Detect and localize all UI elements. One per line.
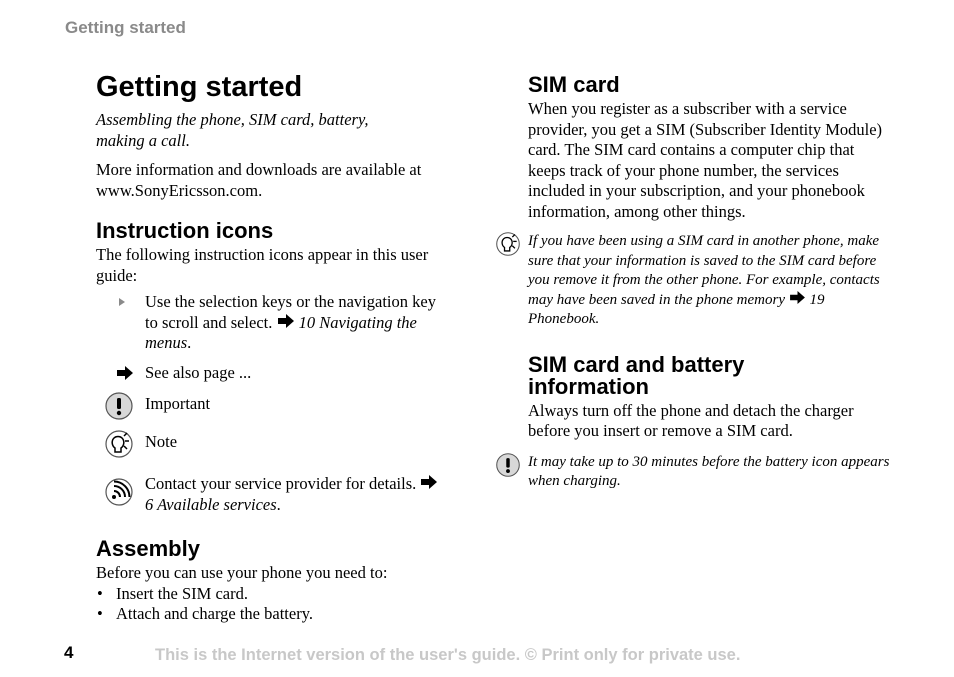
instruction-item bbox=[96, 474, 450, 515]
assembly-lead: Before you can use your phone you need to: bbox=[96, 563, 388, 582]
battery-note bbox=[528, 453, 890, 492]
instruction-item-ref[interactable]: 10 Navigating the menus bbox=[145, 312, 417, 352]
important-icon bbox=[495, 452, 521, 478]
running-header: Getting started bbox=[65, 18, 186, 37]
list-item: • Insert the SIM card. bbox=[96, 584, 456, 605]
instruction-icons-lead: The following instruction icons appear in this user guide: bbox=[96, 245, 429, 285]
page-title: Getting started bbox=[96, 71, 303, 103]
sim-card-body: When you register as a subscriber with a service provider, you get a SIM (Subscriber Identity Module) card. The SIM card contains a computer chip that keeps track of your phone number, the services included in your subscription, and your phonebook information, among other things. bbox=[528, 99, 883, 221]
instruction-item-text: Use the selection keys or the navigation key to scroll and select. bbox=[145, 292, 436, 332]
battery-heading: SIM card and battery information bbox=[528, 351, 745, 399]
instruction-item-text: Important bbox=[145, 394, 211, 413]
instruction-item-text: See also page ... bbox=[145, 362, 252, 382]
sim-card-note bbox=[528, 232, 890, 330]
instruction-item bbox=[96, 292, 450, 354]
triangle-bullet-icon bbox=[116, 292, 128, 312]
assembly-heading: Assembly bbox=[96, 536, 200, 561]
instruction-item-text: Contact your service provider for details. bbox=[145, 474, 417, 493]
sim-card-heading: SIM card bbox=[528, 72, 620, 97]
ref-suffix: . bbox=[187, 333, 192, 352]
instruction-item bbox=[96, 394, 456, 424]
important-icon bbox=[104, 391, 134, 421]
sim-card-note-text: If you have been using a SIM card in another phone, make sure that your information is saved to the SIM card before you remove it from the other phone. For example, contacts may have been saved in the phone memory bbox=[528, 233, 880, 308]
page-number: 4 bbox=[64, 643, 74, 662]
footer-notice: This is the Internet version of the user's guide. © Print only for private use. bbox=[155, 646, 741, 664]
intro-text: Assembling the phone, SIM card, battery, making a call. bbox=[96, 110, 369, 150]
arrow-right-icon bbox=[789, 291, 806, 311]
instruction-item-text: Note bbox=[145, 432, 178, 451]
instruction-item bbox=[96, 432, 456, 462]
arrow-right-icon bbox=[116, 366, 134, 380]
left-column bbox=[96, 70, 456, 625]
ref-suffix: . bbox=[595, 311, 600, 327]
list-item: • Attach and charge the battery. bbox=[96, 604, 456, 625]
instruction-item-ref[interactable]: 6 Available services bbox=[145, 494, 277, 514]
note-icon bbox=[495, 231, 521, 257]
sim-card-note-ref[interactable]: 19 Phonebook bbox=[528, 291, 825, 327]
instruction-icons-heading: Instruction icons bbox=[96, 218, 274, 243]
battery-body: Always turn off the phone and detach the charger before you insert or remove a SIM card. bbox=[528, 400, 854, 440]
service-provider-icon bbox=[104, 477, 134, 507]
more-info-text: More information and downloads are available at www.SonyEricsson.com. bbox=[96, 160, 422, 200]
ref-suffix: . bbox=[276, 494, 281, 514]
arrow-right-icon bbox=[420, 474, 438, 495]
note-icon bbox=[104, 429, 134, 459]
instruction-item bbox=[96, 363, 456, 384]
assembly-list bbox=[96, 584, 456, 625]
right-column bbox=[528, 74, 900, 492]
battery-note-text: It may take up to 30 minutes before the battery icon appears when charging. bbox=[528, 453, 890, 489]
arrow-right-icon bbox=[277, 313, 295, 334]
